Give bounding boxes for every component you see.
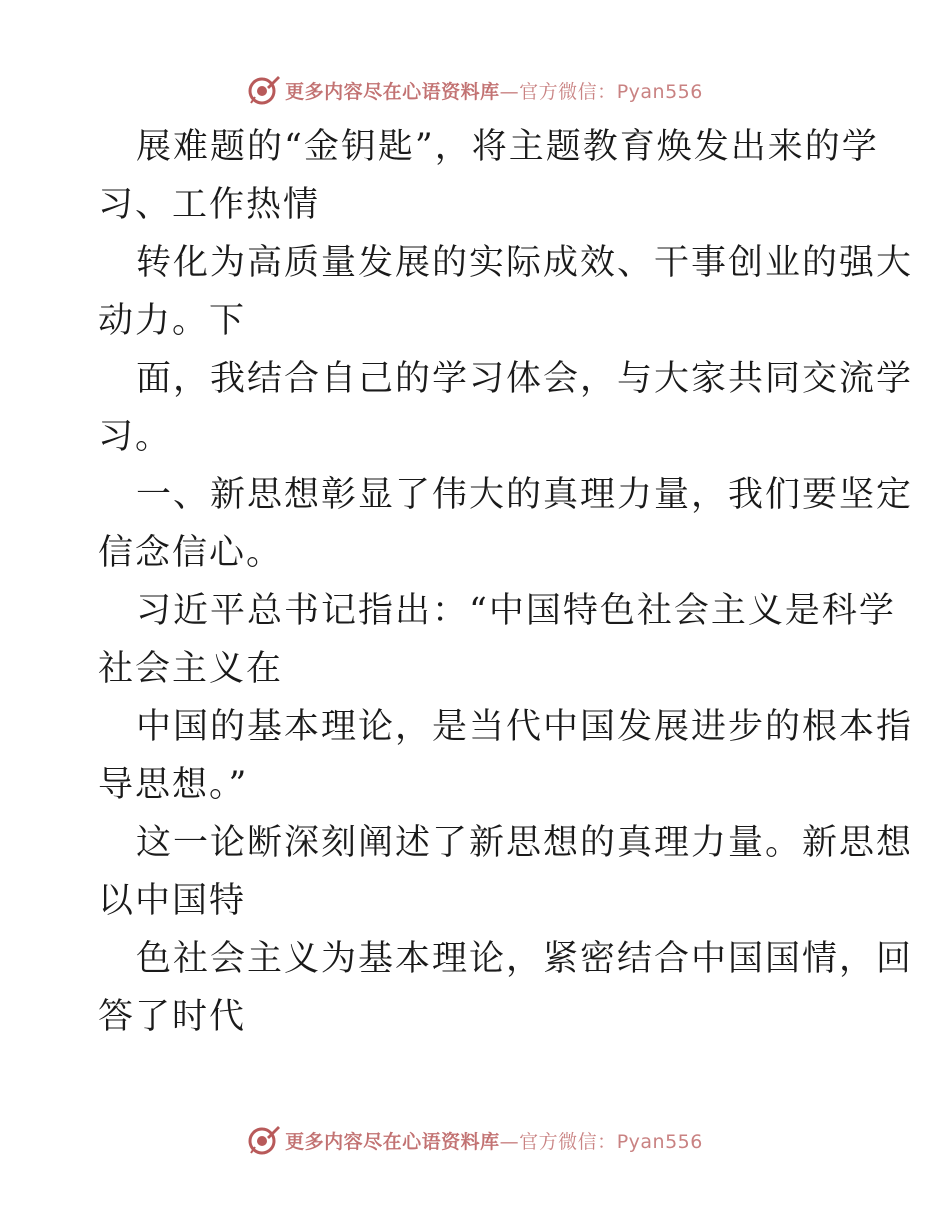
- header-brand: 更多内容尽在心语资料库: [285, 80, 500, 103]
- paragraph-line: 信念信心。: [98, 533, 284, 573]
- footer-banner: [0, 1120, 950, 1160]
- paragraph-line: 社会主义在: [98, 649, 284, 689]
- paragraph-line: 转化为高质量发展的实际成效、干事创业的强大: [136, 243, 914, 283]
- paragraph-line: 以中国特: [98, 881, 247, 921]
- paragraph-4-heading: [98, 466, 914, 582]
- paragraph-8: [98, 930, 914, 1046]
- paragraph-line: 一、新思想彰显了伟大的真理力量，我们要坚定: [136, 475, 914, 515]
- paragraph-line: 这一论断深刻阐述了新思想的真理力量。新思想: [136, 823, 914, 863]
- footer-brand: 更多内容尽在心语资料库: [285, 1130, 500, 1153]
- paragraph-2: [98, 234, 914, 350]
- header-contact-id: Pyan556: [616, 80, 703, 103]
- footer-contact-label: 官方微信：: [519, 1130, 617, 1153]
- paragraph-line: 答了时代: [98, 997, 247, 1037]
- paragraph-3: [98, 350, 914, 466]
- header-separator: —: [499, 80, 520, 103]
- pen-nib-circle-logo-icon: [247, 1123, 281, 1157]
- paragraph-line: 动力。下: [98, 301, 247, 341]
- pen-nib-circle-logo-icon: [247, 73, 281, 107]
- paragraph-line: 习、工作热情: [98, 185, 321, 225]
- paragraph-7: [98, 814, 914, 930]
- paragraph-6: [98, 698, 914, 814]
- paragraph-line: 面，我结合自己的学习体会，与大家共同交流学: [136, 359, 914, 399]
- paragraph-1: [98, 118, 879, 234]
- header-banner-text: [285, 77, 703, 104]
- footer-separator: —: [499, 1130, 520, 1153]
- paragraph-line: 中国的基本理论，是当代中国发展进步的根本指: [136, 707, 914, 747]
- paragraph-line: 导思想。”: [98, 765, 249, 805]
- paragraph-5: [98, 582, 896, 698]
- header-contact-label: 官方微信：: [519, 80, 617, 103]
- paragraph-line: 习。: [98, 417, 173, 457]
- paragraph-line: 习近平总书记指出：“中国特色社会主义是科学: [136, 591, 896, 631]
- document-body: [98, 118, 914, 1046]
- paragraph-line: 色社会主义为基本理论，紧密结合中国国情，回: [136, 939, 914, 979]
- paragraph-line: 展难题的“金钥匙”，将主题教育焕发出来的学: [136, 127, 879, 167]
- header-banner: [0, 70, 950, 110]
- footer-banner-text: [285, 1127, 703, 1154]
- footer-contact-id: Pyan556: [616, 1130, 703, 1153]
